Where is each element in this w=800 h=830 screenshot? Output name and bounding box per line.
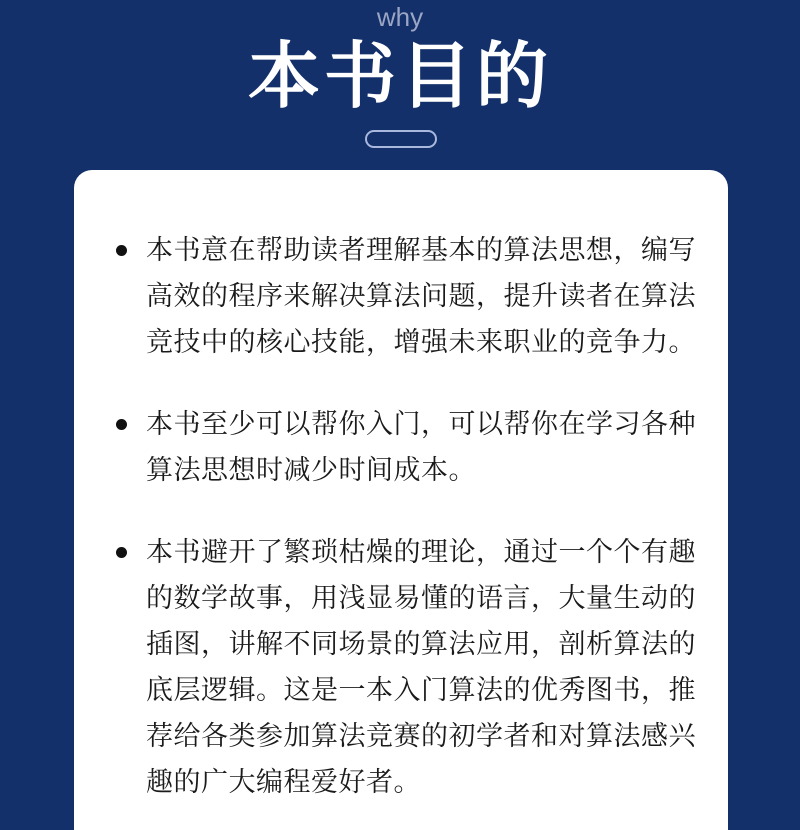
bullet-icon bbox=[116, 419, 127, 430]
bullet-icon bbox=[116, 547, 127, 558]
title-underline-pill bbox=[365, 130, 437, 148]
page-title: 本书目的 bbox=[247, 34, 552, 118]
bullet-icon bbox=[116, 245, 127, 256]
header-subtitle: why bbox=[376, 2, 424, 32]
content-card bbox=[74, 170, 728, 830]
list-item-text: 本书意在帮助读者理解基本的算法思想，编写高效的程序来解决算法问题，提升读者在算法竞技中的核心技能，增强未来职业的竞争力。 bbox=[146, 235, 696, 358]
list-item-text: 本书避开了繁琐枯燥的理论，通过一个个有趣的数学故事，用浅显易懂的语言，大量生动的插图，讲解不同场景的算法应用，剖析算法的底层逻辑。这是一本入门算法的优秀图书，推荐给各类参加算法竞赛的初学者和对算法感兴趣的广大编程爱好者。 bbox=[146, 537, 696, 798]
list-item-text: 本书至少可以帮你入门，可以帮你在学习各种算法思想时减少时间成本。 bbox=[146, 409, 696, 486]
